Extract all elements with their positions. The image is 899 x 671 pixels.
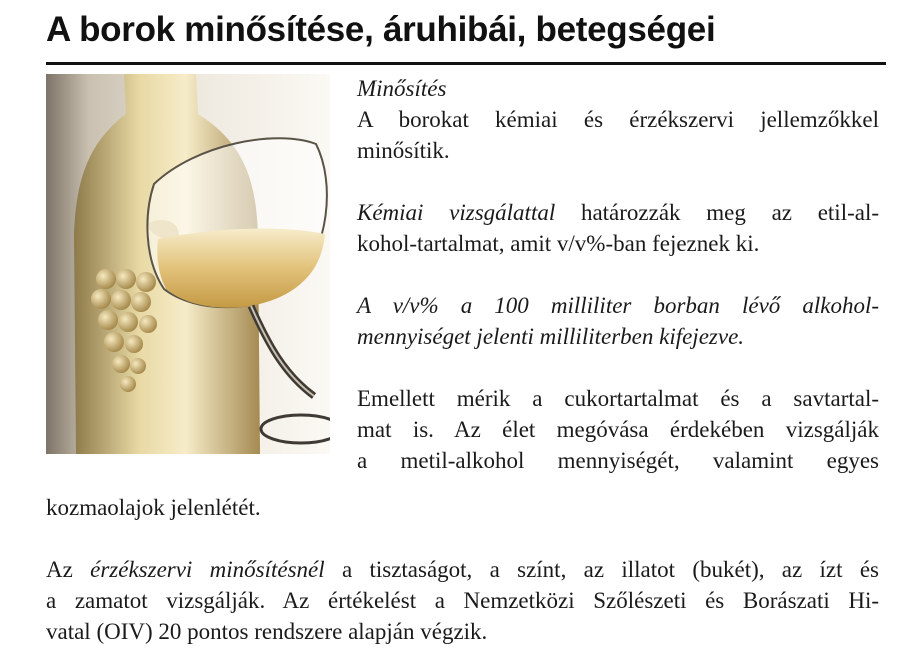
text-line: vatal (OIV) 20 pontos rendszere alapján végzik. (46, 619, 488, 644)
paragraph-4 (357, 383, 879, 476)
text-line: mennyiséget jelenti milliliterben kifejezve. (357, 324, 745, 349)
italic-term: érzékszervi minősítésnél (90, 557, 325, 582)
text-fragment: Az (46, 557, 91, 582)
right-column (357, 73, 879, 476)
text-line: A borokat kémiai és érzékszervi jellemzőkkel (357, 107, 879, 132)
text-line: A v/v% a 100 milliliter borban lévő alkohol- (357, 293, 879, 318)
paragraph-3 (357, 290, 879, 352)
text-line: a zamatot vizsgálják. Az értékelést a Nemzetközi Szőlészeti és Borászati Hi- (46, 588, 879, 613)
text-line: kohol-tartalmat, amit v/v%-ban fejeznek ki. (357, 231, 760, 256)
text-line (46, 554, 879, 585)
title-underline (46, 62, 886, 65)
text-line: kozmaolajok jelenlétét. (46, 495, 261, 520)
wine-photo (46, 74, 330, 454)
text-line: a metil-alkohol mennyiségét, valamint egyes (357, 448, 879, 473)
paragraph-1 (357, 104, 879, 166)
paragraph-5 (46, 554, 879, 647)
text-line: minősítik. (357, 138, 450, 163)
text-fragment: a tisztaságot, a színt, az illatot (bukét), az ízt és (324, 557, 879, 582)
text-line: mat is. Az élet megóvása érdekében vizsgálják (357, 417, 879, 442)
text-line: Emellett mérik a cukortartalmat és a savtartal- (357, 386, 879, 411)
paragraph-4-continuation (46, 492, 879, 523)
text-fragment: határozzák meg az etil-al- (555, 200, 879, 225)
paragraph-2 (357, 197, 879, 259)
page-title: A borok minősítése, áruhibái, betegségei (46, 10, 716, 49)
section-heading: Minősítés (357, 76, 447, 101)
text-line (357, 197, 879, 228)
italic-term: Kémiai vizsgálattal (357, 200, 556, 225)
